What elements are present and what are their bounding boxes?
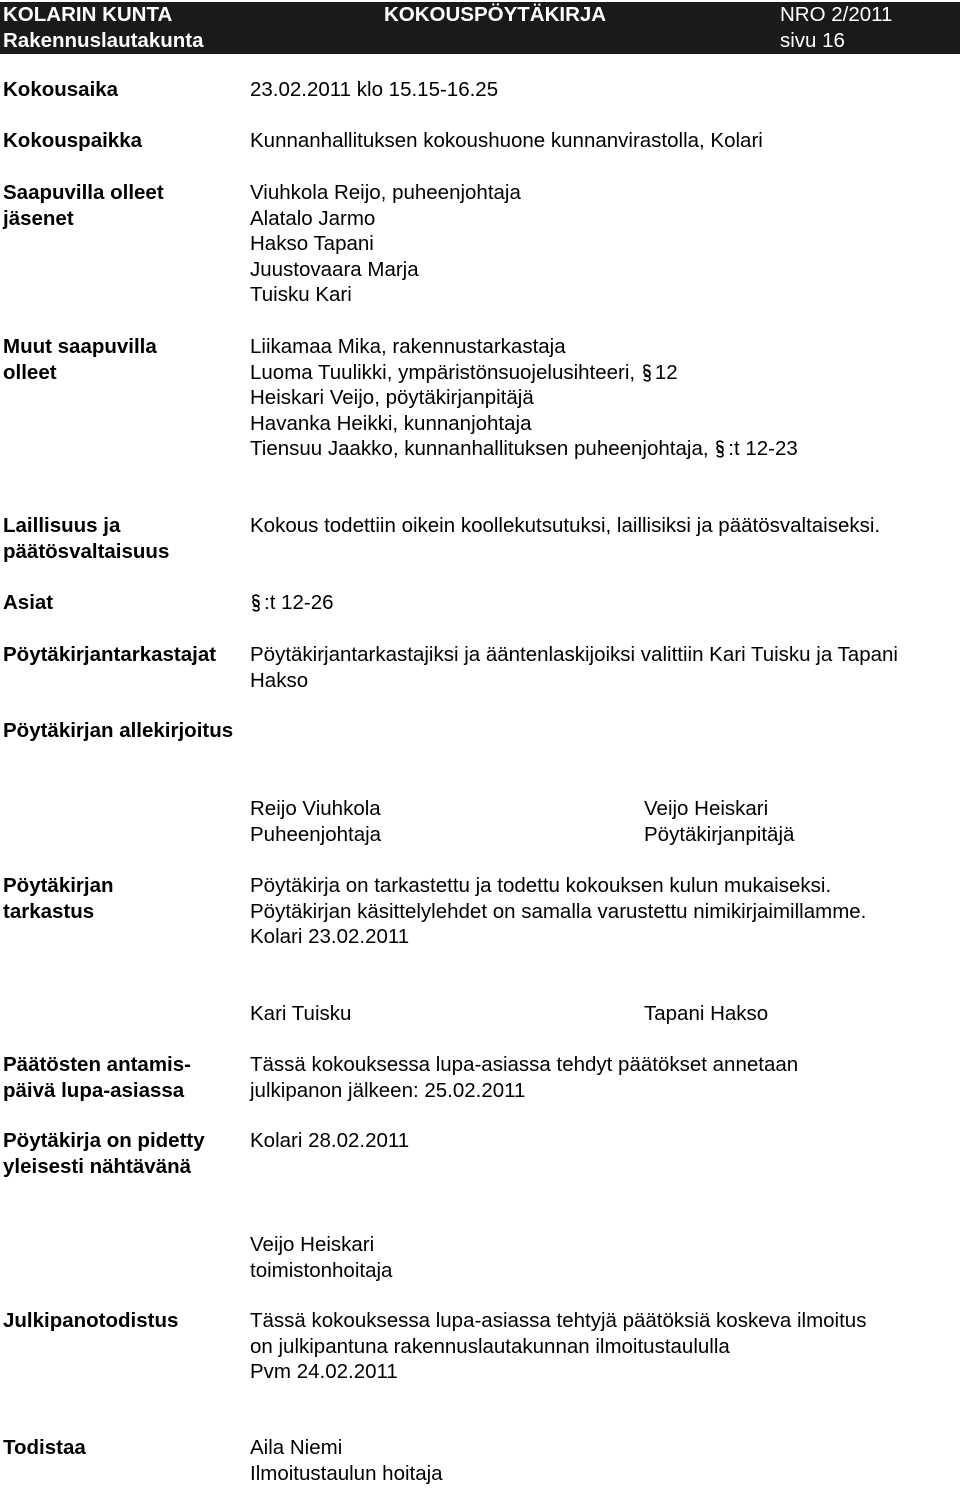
list-item: Liikamaa Mika, rakennustarkastaja xyxy=(250,335,566,358)
legality-value: Kokous todettiin oikein koollekutsutuksi, laillisiksi ja päätösvaltaiseksi. xyxy=(250,514,881,537)
checkers-line: Pöytäkirjantarkastajiksi ja ääntenlaskijoiksi valittiin Kari Tuisku ja Tapani xyxy=(250,643,898,666)
chair-signature xyxy=(250,796,630,847)
others-label-line: Muut saapuvilla xyxy=(3,335,157,358)
matters-value xyxy=(250,590,958,616)
checker-2-name: Tapani Hakso xyxy=(644,1002,769,1025)
secretary-role: Pöytäkirjanpitäjä xyxy=(644,822,795,846)
document-header xyxy=(0,2,960,54)
review-label xyxy=(3,873,243,924)
list-item xyxy=(250,436,958,462)
section-sign-icon xyxy=(714,439,726,459)
legality-label-line: Laillisuus ja xyxy=(3,514,121,537)
meeting-time-label: Kokousaika xyxy=(3,78,119,101)
members-list xyxy=(250,180,958,308)
members-label xyxy=(3,180,243,231)
chair-role: Puheenjohtaja xyxy=(250,822,382,846)
notice-date: Pvm 24.02.2011 xyxy=(250,1360,398,1384)
document-number: NRO 2/2011 xyxy=(780,3,893,26)
list-item: Viuhkola Reijo, puheenjohtaja xyxy=(250,181,521,204)
list-item: Juustovaara Marja xyxy=(250,257,419,281)
list-item: Hakso Tapani xyxy=(250,232,374,256)
section-range: :t 12-26 xyxy=(264,591,334,614)
checkers-label: Pöytäkirjantarkastajat xyxy=(3,643,217,666)
document-type: KOKOUSPÖYTÄKIRJA xyxy=(384,3,607,26)
checkers-value xyxy=(250,642,958,693)
notice-label: Julkipanotodistus xyxy=(3,1309,179,1332)
signature-label: Pöytäkirjan allekirjoitus xyxy=(3,719,234,742)
page-number: sivu 16 xyxy=(780,29,845,52)
section-reference: 12 xyxy=(654,360,678,384)
review-text xyxy=(250,873,958,950)
list-item: Alatalo Jarmo xyxy=(250,206,376,230)
public-display-label-line: yleisesti nähtävänä xyxy=(3,1154,192,1178)
others-label xyxy=(3,334,243,385)
decision-date-line: julkipanon jälkeen: 25.02.2011 xyxy=(250,1078,526,1102)
list-item-text: Tiensuu Jaakko, kunnanhallituksen puheenjohtaja, xyxy=(250,437,709,461)
chair-name: Reijo Viuhkola xyxy=(250,797,381,820)
members-label-line: Saapuvilla olleet xyxy=(3,181,164,204)
list-item-text: Luoma Tuulikki, ympäristönsuojelusihteeri, xyxy=(250,360,636,384)
section-sign-icon xyxy=(250,593,262,613)
certify-label: Todistaa xyxy=(3,1436,86,1459)
matters-label: Asiat xyxy=(3,591,54,614)
notice-line: on julkipantuna rakennuslautakunnan ilmoitustaululla xyxy=(250,1334,730,1358)
checker-1-name: Kari Tuisku xyxy=(250,1002,352,1025)
decision-date-text xyxy=(250,1052,958,1103)
certify-name: Aila Niemi xyxy=(250,1436,343,1459)
legality-label xyxy=(3,513,243,564)
certify-role: Ilmoitustaulun hoitaja xyxy=(250,1461,443,1485)
review-line: Pöytäkirjan käsittelylehdet on samalla varustettu nimikirjaimillamme. xyxy=(250,899,867,923)
meeting-place-value: Kunnanhallituksen kokoushuone kunnanvirastolla, Kolari xyxy=(250,129,763,152)
decision-date-label-line: Päätösten antamis- xyxy=(3,1053,191,1076)
public-display-value: Kolari 28.02.2011 xyxy=(250,1129,410,1152)
review-label-line: tarkastus xyxy=(3,899,95,923)
public-signer xyxy=(250,1232,958,1283)
review-label-line: Pöytäkirjan xyxy=(3,874,114,897)
public-signer-name: Veijo Heiskari xyxy=(250,1233,375,1256)
meeting-time-value: 23.02.2011 klo 15.15-16.25 xyxy=(250,78,499,101)
section-sign-icon xyxy=(641,363,653,383)
review-date: Kolari 23.02.2011 xyxy=(250,925,410,949)
secretary-signature xyxy=(644,796,954,847)
public-signer-role: toimistonhoitaja xyxy=(250,1258,393,1282)
section-reference: :t 12-23 xyxy=(728,437,798,461)
checkers-line: Hakso xyxy=(250,668,309,692)
secretary-name: Veijo Heiskari xyxy=(644,797,769,820)
public-display-label xyxy=(3,1128,243,1179)
others-label-line: olleet xyxy=(3,360,57,384)
decision-date-label xyxy=(3,1052,243,1103)
members-label-line: jäsenet xyxy=(3,206,74,230)
notice-line: Tässä kokouksessa lupa-asiassa tehtyjä päätöksiä koskeva ilmoitus xyxy=(250,1309,867,1332)
certify-signer xyxy=(250,1435,958,1486)
decision-date-line: Tässä kokouksessa lupa-asiassa tehdyt päätökset annetaan xyxy=(250,1053,799,1076)
list-item: Havanka Heikki, kunnanjohtaja xyxy=(250,411,532,435)
municipality-name: KOLARIN KUNTA xyxy=(3,3,173,26)
legality-label-line: päätösvaltaisuus xyxy=(3,539,170,563)
review-line: Pöytäkirja on tarkastettu ja todettu kokouksen kulun mukaiseksi. xyxy=(250,874,832,897)
list-item xyxy=(250,360,958,386)
notice-text xyxy=(250,1308,958,1385)
public-display-label-line: Pöytäkirja on pidetty xyxy=(3,1129,205,1152)
meeting-place-label: Kokouspaikka xyxy=(3,129,142,152)
list-item: Tuisku Kari xyxy=(250,283,352,307)
others-list xyxy=(250,334,958,462)
board-name: Rakennuslautakunta xyxy=(3,29,204,52)
decision-date-label-line: päivä lupa-asiassa xyxy=(3,1078,185,1102)
list-item: Heiskari Veijo, pöytäkirjanpitäjä xyxy=(250,386,534,410)
